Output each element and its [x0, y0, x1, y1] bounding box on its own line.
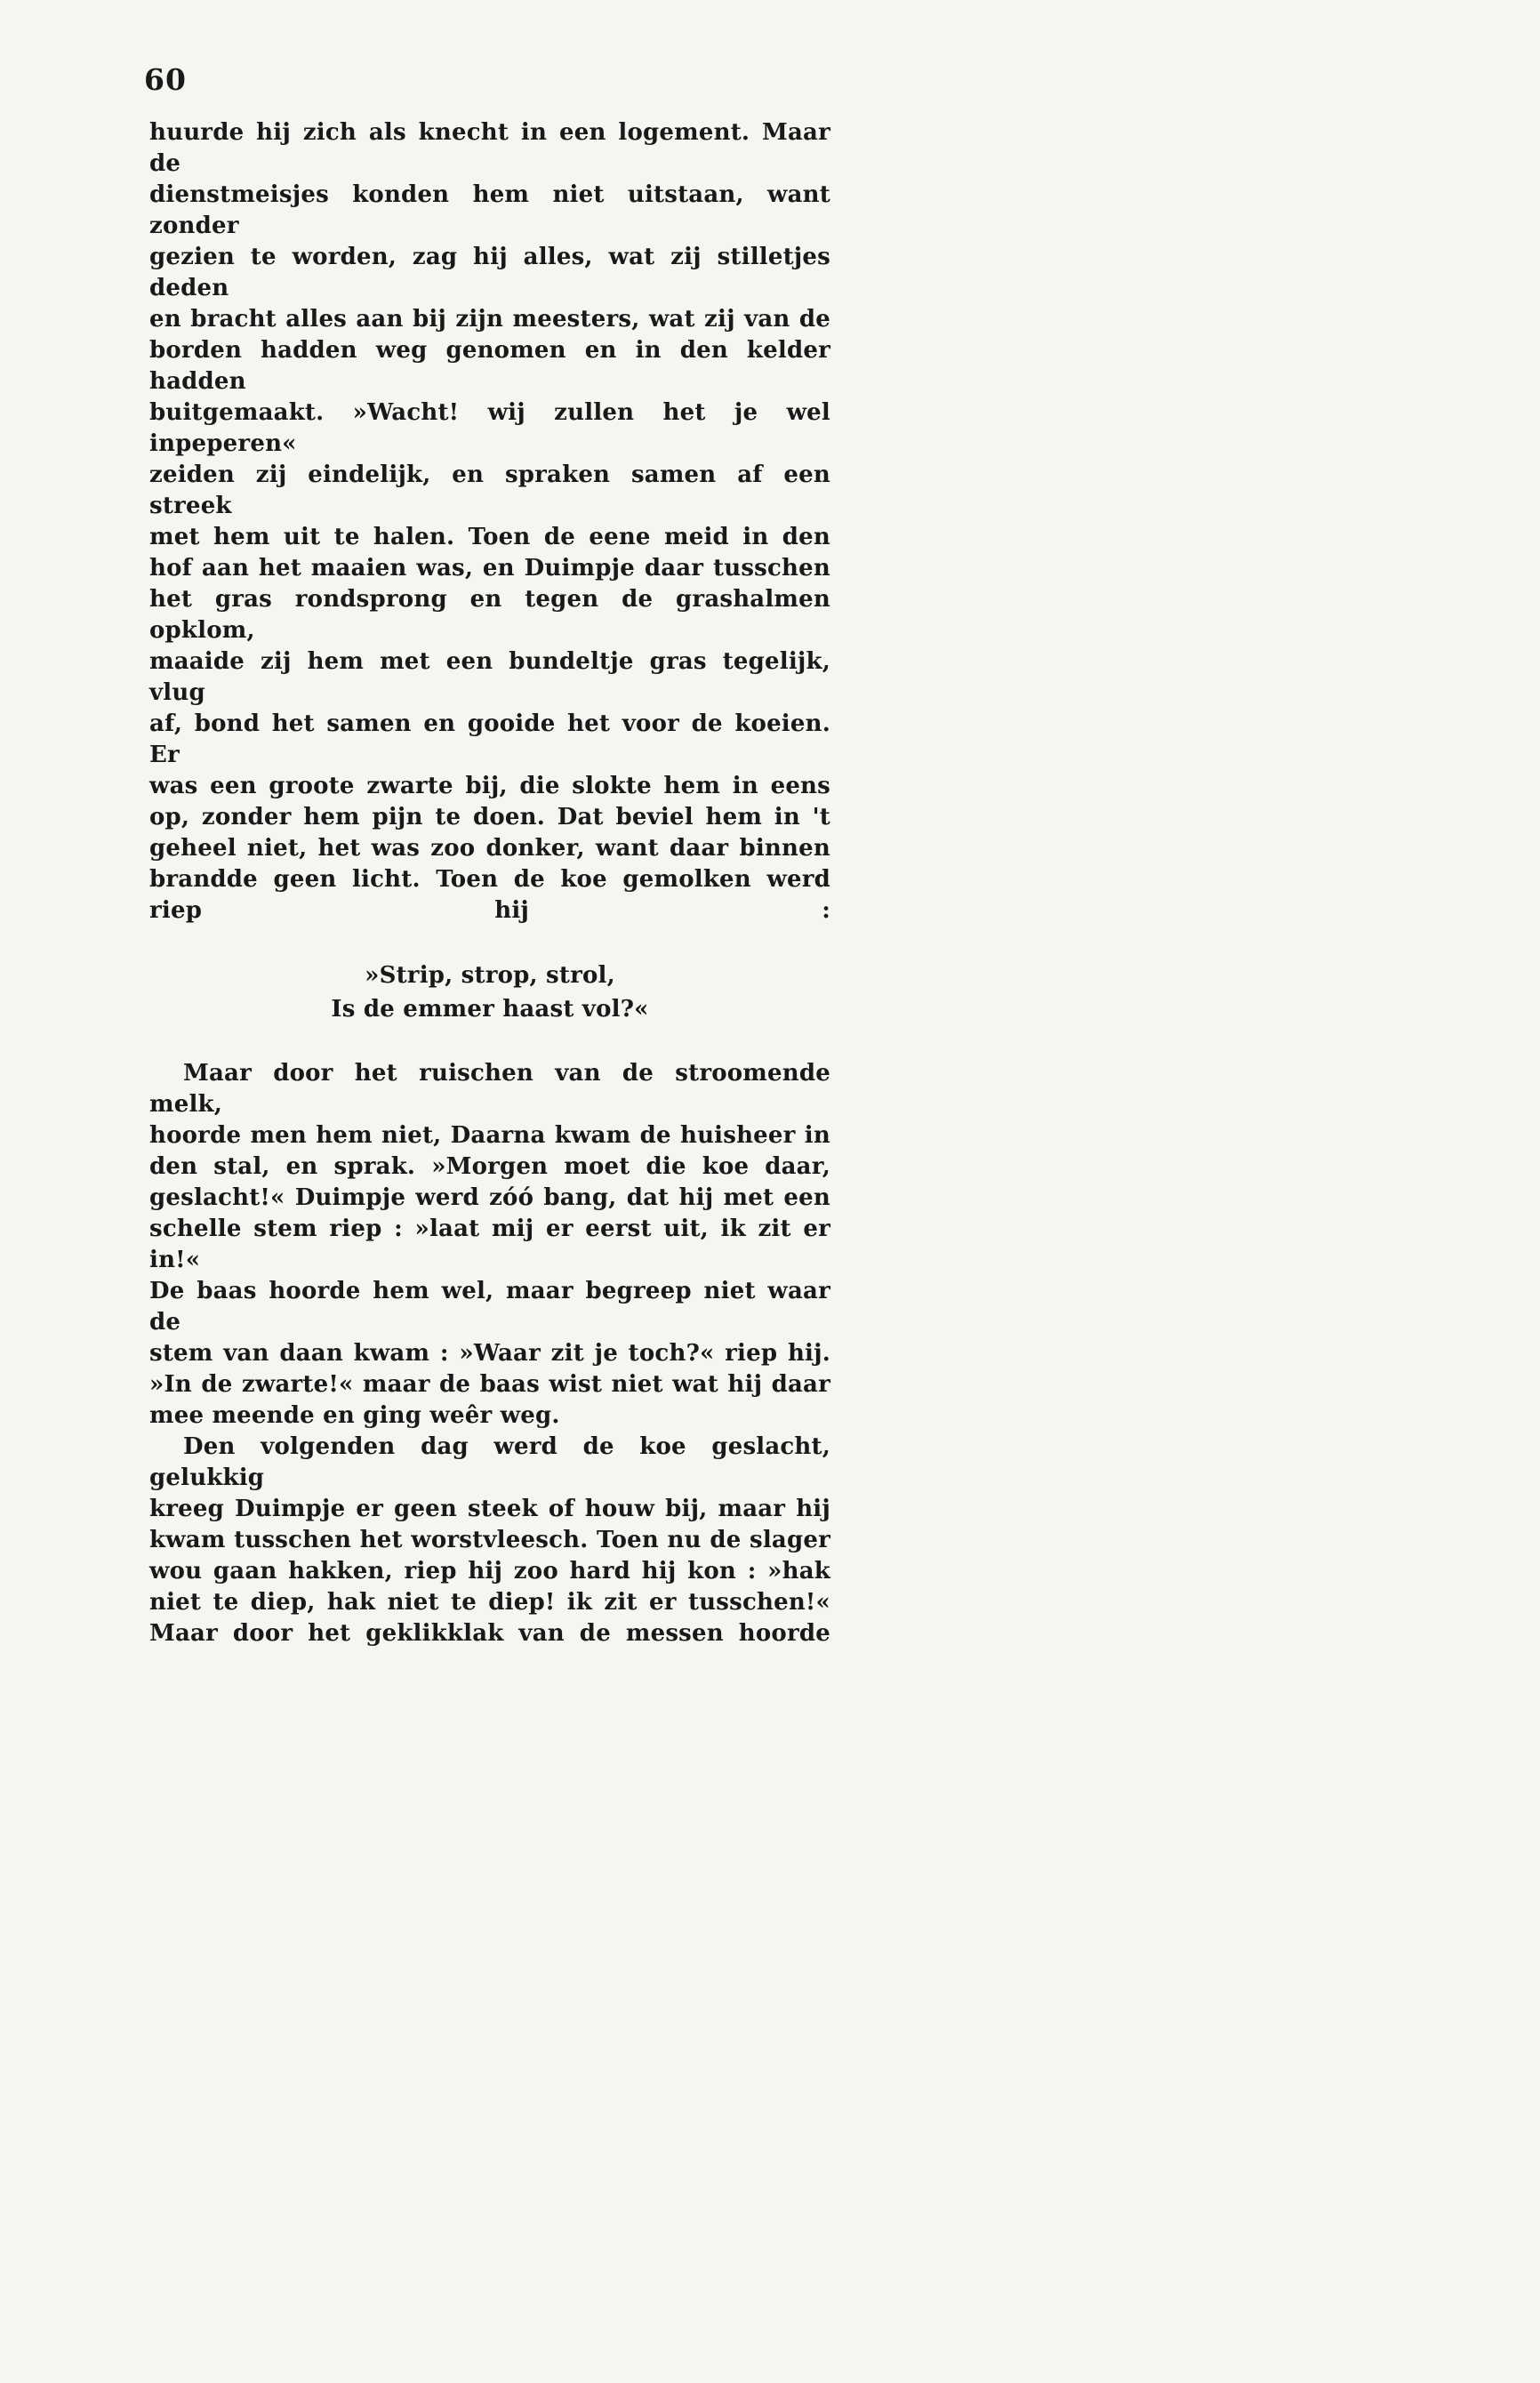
text-line: stem van daan kwam : »Waar zit je toch?« riep hij. [149, 1340, 830, 1367]
text-line: en bracht alles aan bij zijn meesters, wat zij van de [149, 306, 830, 333]
text-line: geheel niet, het was zoo donker, want daar binnen [149, 835, 830, 862]
text-line: den stal, en sprak. »Morgen moet die koe daar, [149, 1153, 830, 1180]
text-line: op, zonder hem pijn te doen. Dat beviel hem in 't [149, 804, 830, 830]
page-number: 60 [144, 62, 187, 97]
text-line: zeiden zij eindelijk, en spraken samen af een streek [149, 461, 830, 519]
text-line: wou gaan hakken, riep hij zoo hard hij kon : »hak [149, 1558, 830, 1585]
verse-line: »Strip, strop, strol, [365, 962, 615, 989]
text-line: Maar door het ruischen van de stroomende melk, [149, 1060, 830, 1118]
text-line: gezien te worden, zag hij alles, wat zij stilletjes deden [149, 244, 830, 301]
paragraph-1 [149, 117, 830, 927]
paragraph-2 [149, 1058, 830, 1432]
text-line: »In de zwarte!« maar de baas wist niet wat hij daar [149, 1371, 830, 1398]
text-line: niet te diep, hak niet te diep! ik zit er tusschen!« [149, 1589, 830, 1616]
text-line: met hem uit te halen. Toen de eene meid in den [149, 524, 830, 550]
paragraph-3 [149, 1432, 830, 1649]
text-line: af, bond het samen en gooide het voor de koeien. Er [149, 710, 830, 768]
text-line: buitgemaakt. »Wacht! wij zullen het je wel inpeperen« [149, 399, 830, 457]
text-line: borden hadden weg genomen en in den kelder hadden [149, 337, 830, 395]
text-line: brandde geen licht. Toen de koe gemolken werd riep hij : [149, 866, 830, 924]
text-line: kwam tusschen het worstvleesch. Toen nu de slager [149, 1527, 830, 1553]
text-line: mee meende en ging weêr weg. [149, 1402, 560, 1429]
text-line: Den volgenden dag werd de koe geslacht, gelukkig [149, 1433, 830, 1491]
text-block [149, 117, 830, 1649]
verse-block [149, 959, 830, 1026]
text-line: huurde hij zich als knecht in een logement. Maar de [149, 119, 830, 177]
text-line: hoorde men hem niet, Daarna kwam de huisheer in [149, 1122, 830, 1149]
text-line: kreeg Duimpje er geen steek of houw bij, maar hij [149, 1496, 830, 1522]
text-line: was een groote zwarte bij, die slokte hem in eens [149, 773, 830, 799]
text-line: het gras rondsprong en tegen de grashalmen opklom, [149, 586, 830, 644]
text-line: geslacht!« Duimpje werd zóó bang, dat hij met een [149, 1184, 830, 1211]
text-line: Maar door het geklikklak van de messen hoorde [149, 1620, 830, 1647]
text-line: De baas hoorde hem wel, maar begreep niet waar de [149, 1278, 830, 1336]
text-line: dienstmeisjes konden hem niet uitstaan, want zonder [149, 181, 830, 239]
verse-line: Is de emmer haast vol?« [331, 996, 649, 1023]
text-line: hof aan het maaien was, en Duimpje daar tusschen [149, 555, 830, 582]
text-line: schelle stem riep : »laat mij er eerst uit, ik zit er in!« [149, 1216, 830, 1273]
text-line: maaide zij hem met een bundeltje gras tegelijk, vlug [149, 648, 830, 706]
